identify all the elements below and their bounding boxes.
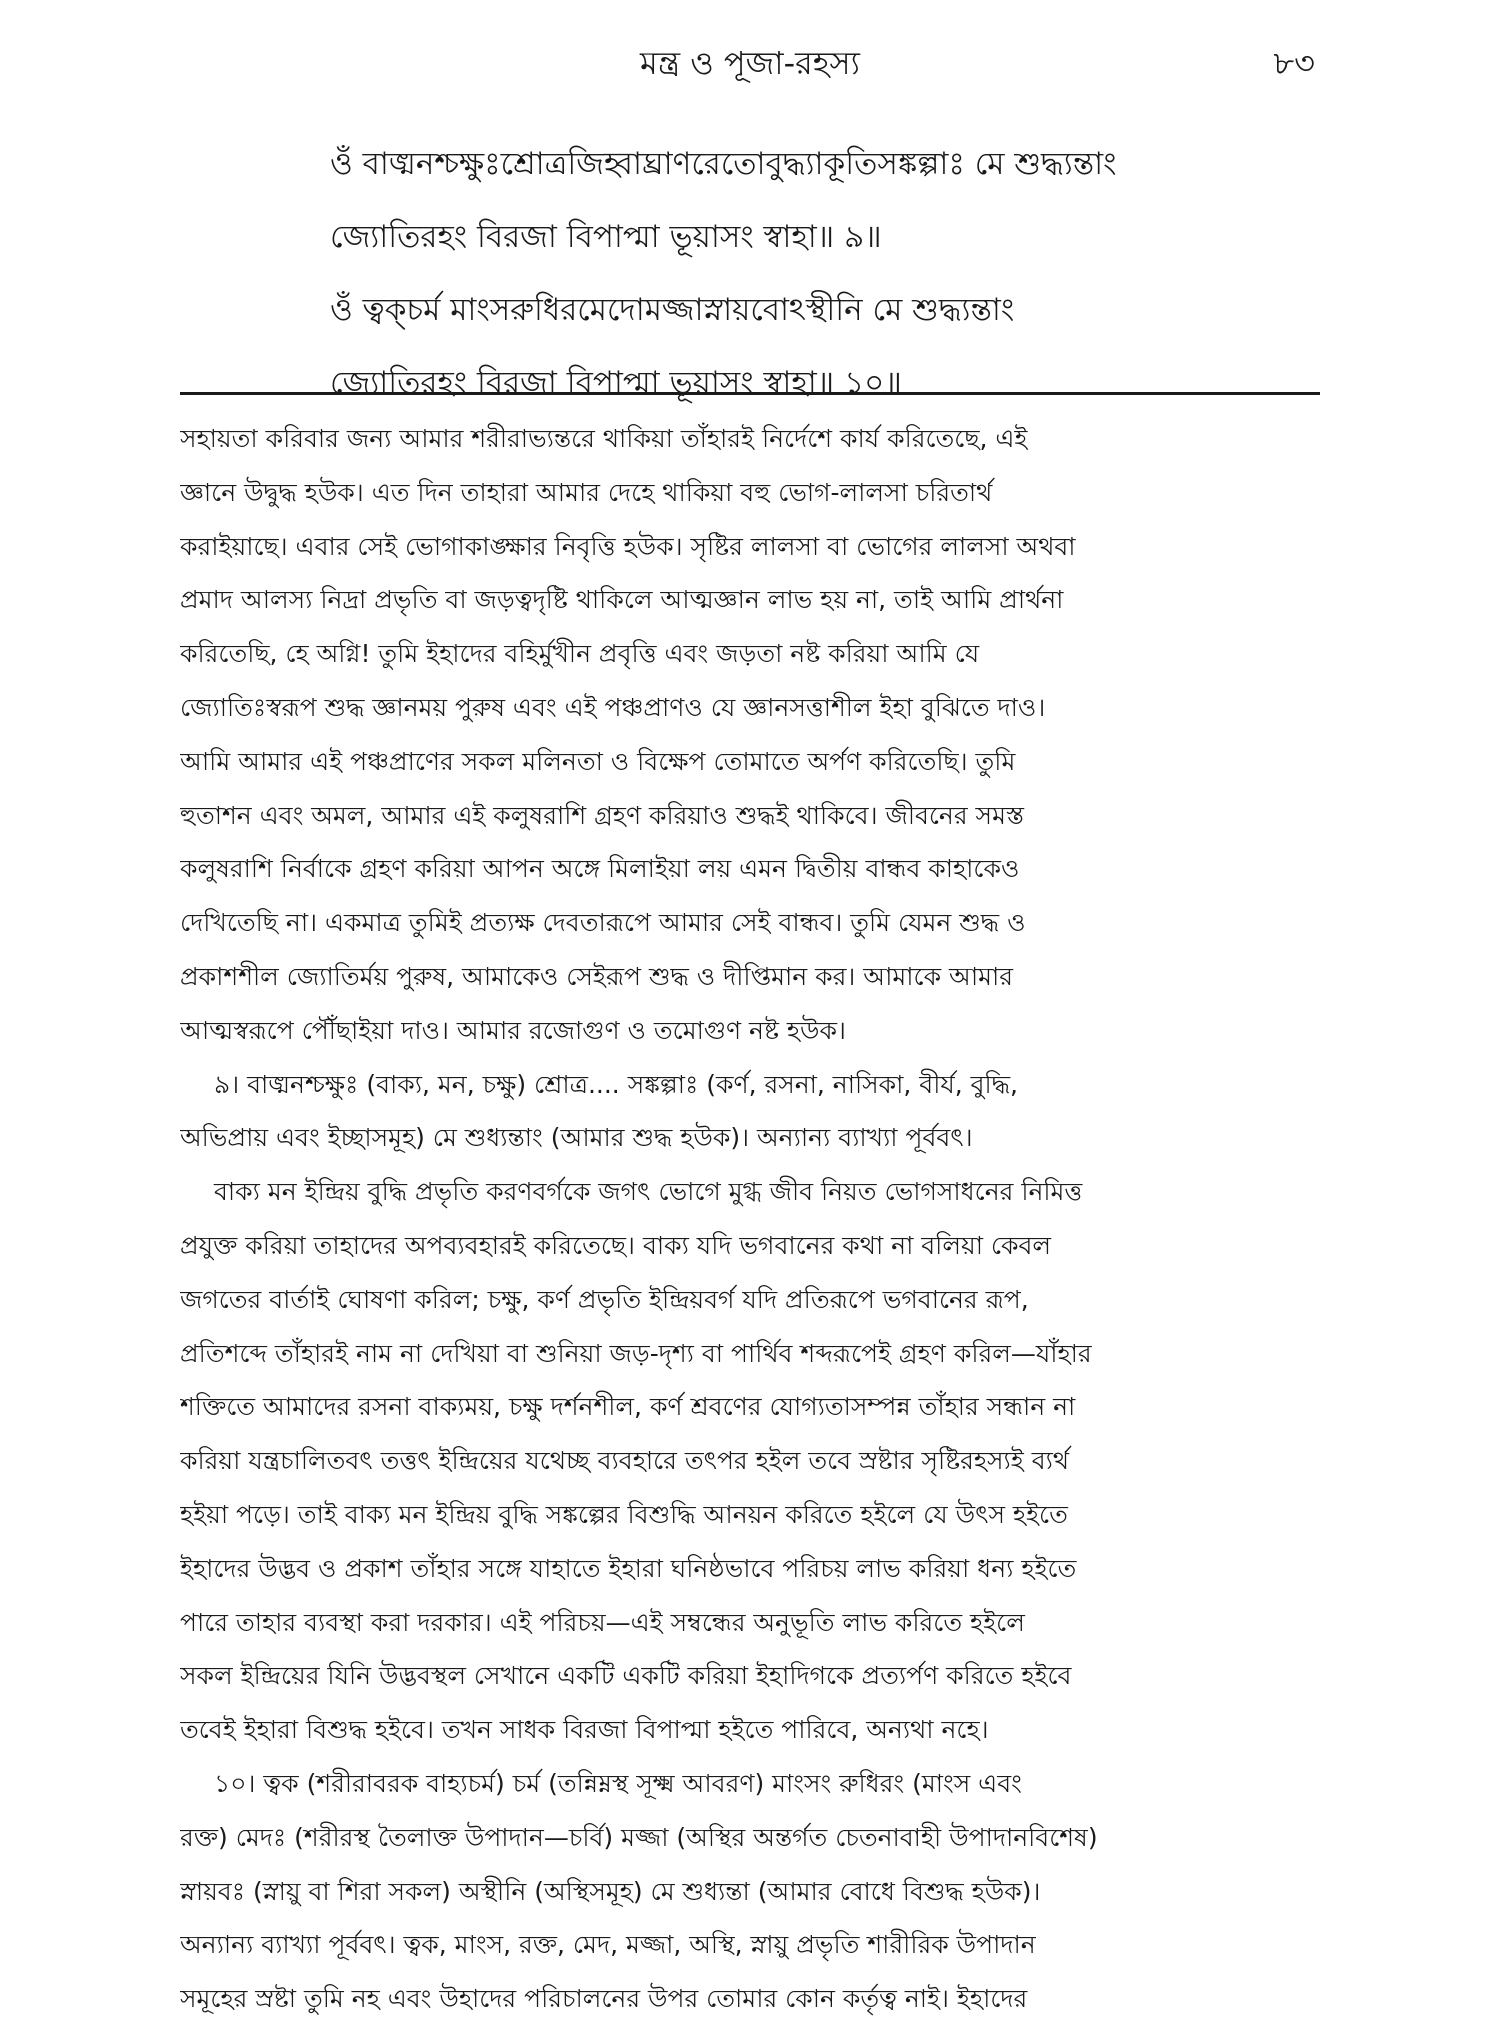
text-line: জ্ঞানে উদ্বুদ্ধ হউক। এত দিন তাহারা আমার দেহে থাকিয়া বহু ভোগ-লালসা চরিতার্থ [180,477,993,507]
text-line: প্রকাশশীল জ্যোতির্ময় পুরুষ, আমাকেও সেইরূপ শুদ্ধ ও দীপ্তিমান কর। আমাকে আমার [180,961,1014,991]
text-line: করাইয়াছে। এবার সেই ভোগাকাঙ্ক্ষার নিবৃত্তি হউক। সৃষ্টির লালসা বা ভোগের লালসা অথবা [180,531,1076,561]
text-line: সকল ইন্দ্রিয়ের যিনি উদ্ভবস্থল সেখানে একটি একটি করিয়া ইহাদিগকে প্রত্যর্পণ করিতে হইবে [180,1661,1072,1691]
text-line: জ্যোতিঃস্বরূপ শুদ্ধ জ্ঞানময় পুরুষ এবং এই পঞ্চপ্রাণও যে জ্ঞানসত্তাশীল ইহা বুঝিতে দাও। [180,692,1046,722]
mantra-line: জ্যোতিরহং বিরজা বিপাপ্মা ভূয়াসং স্বাহা॥ ১০॥ [330,365,902,401]
text-line: ইহাদের উদ্ভব ও প্রকাশ তাঁহার সঙ্গে যাহাতে ইহারা ঘনিষ্ঠভাবে পরিচয় লাভ করিয়া ধন্য হইতে [180,1553,1077,1583]
section-divider [180,392,1320,395]
text-line: করিতেছি, হে অগ্নি! তুমি ইহাদের বহির্মুখীন প্রবৃত্তি এবং জড়তা নষ্ট করিয়া আমি যে [180,639,980,669]
text-line: করিয়া যন্ত্রচালিতবৎ তত্তৎ ইন্দ্রিয়ের যথেচ্ছ ব্যবহারে তৎপর হইল তবে স্রষ্টার সৃষ্টিরহস্যই ব্যর্থ [180,1446,1070,1476]
mantra-line: জ্যোতিরহং বিরজা বিপাপ্মা ভূয়াসং স্বাহা॥ ৯॥ [330,219,882,255]
text-line: হুতাশন এবং অমল, আমার এই কলুষরাশি গ্রহণ করিয়াও শুদ্ধই থাকিবে। জীবনের সমস্ত [180,800,1024,830]
text-line: শক্তিতে আমাদের রসনা বাক্যময়, চক্ষু দর্শনশীল, কর্ণ শ্রবণের যোগ্যতাসম্পন্ন তাঁহার সন্ধান না [180,1392,1076,1422]
text-line: প্রমাদ আলস্য নিদ্রা প্রভৃতি বা জড়ত্বদৃষ্টি থাকিলে আত্মজ্ঞান লাভ হয় না, তাই আমি প্রার্থনা [180,585,1064,615]
text-line: পারে তাহার ব্যবস্থা করা দরকার। এই পরিচয়—এই সম্বন্ধের অনুভূতি লাভ করিতে হইলে [180,1607,1025,1637]
text-line: তবেই ইহারা বিশুদ্ধ হইবে। তখন সাধক বিরজা বিপাপ্মা হইতে পারিবে, অন্যথা নহে। [180,1715,989,1745]
text-line: ১০। ত্বক (শরীরাবরক বাহ্যচর্ম) চর্ম (তন্নিম্নস্থ সূক্ষ্ম আবরণ) মাংসং রুধিরং (মাংস এবং [214,1768,1022,1798]
text-line: স্নায়বঃ (স্নায়ু বা শিরা সকল) অস্থীনি (অস্থিসমূহ) মে শুধ্যন্তা (আমার বোধে বিশুদ্ধ হউক)। [180,1876,1041,1906]
text-line: কলুষরাশি নির্বাকে গ্রহণ করিয়া আপন অঙ্গে মিলাইয়া লয় এমন দ্বিতীয় বান্ধব কাহাকেও [180,854,1020,884]
text-line: সহায়তা করিবার জন্য আমার শরীরাভ্যন্তরে থাকিয়া তাঁহারই নির্দেশে কার্য করিতেছে, এই [180,424,1028,453]
page-number: ৮৩ [1273,44,1315,82]
text-line: দেখিতেছি না। একমাত্র তুমিই প্রত্যক্ষ দেবতারূপে আমার সেই বান্ধব। তুমি যেমন শুদ্ধ ও [180,908,1026,938]
mantra-line: ওঁ বাঙ্মনশ্চক্ষুঃশ্রোত্রজিহ্বাঘ্রাণরেতোবুদ্ধ্যাকূতিসঙ্কল্পাঃ মে শুদ্ধ্যন্তাং [330,146,1117,182]
text-line: রক্ত) মেদঃ (শরীরস্থ তৈলাক্ত উপাদান—চর্বি) মজ্জা (অস্থির অন্তর্গত চেতনাবাহী উপাদানবিশেষ) [180,1822,1098,1852]
mantra-line: ওঁ ত্বক্‌চর্ম মাংসরুধিরমেদোমজ্জাস্নায়বোঽস্থীনি মে শুদ্ধ্যন্তাং [330,292,1015,328]
running-title: মন্ত্র ও পূজা-রহস্য [640,44,860,82]
mantra-block [330,128,1330,420]
text-line: আত্মস্বরূপে পৌঁছাইয়া দাও। আমার রজোগুণ ও তমোগুণ নষ্ট হউক। [180,1015,846,1045]
text-line: প্রতিশব্দে তাঁহারই নাম না দেখিয়া বা শুনিয়া জড়-দৃশ্য বা পার্থিব শব্দরূপেই গ্রহণ করিল—যাঁহার [180,1338,1092,1368]
text-line: জগতের বার্তাই ঘোষণা করিল; চক্ষু, কর্ণ প্রভৃতি ইন্দ্রিয়বর্গ যদি প্রতিরূপে ভগবানের রূপ, [180,1284,1029,1314]
text-line: ৯। বাঙ্মনশ্চক্ষুঃ (বাক্য, মন, চক্ষু) শ্রোত্র.... সঙ্কল্পাঃ (কর্ণ, রসনা, নাসিকা, বীর্য, বুদ্ধি, [214,1069,1018,1099]
text-line: অভিপ্রায় এবং ইচ্ছাসমূহ) মে শুধ্যন্তাং (আমার শুদ্ধ হউক)। অন্যান্য ব্যাখ্যা পূর্ববৎ। [180,1123,973,1153]
text-line: অন্যান্য ব্যাখ্যা পূর্ববৎ। ত্বক, মাংস, রক্ত, মেদ, মজ্জা, অস্থি, স্নায়ু প্রভৃতি শারীরিক উপাদান [180,1930,1036,1960]
text-line: প্রযুক্ত করিয়া তাহাদের অপব্যবহারই করিতেছে। বাক্য যদি ভগবানের কথা না বলিয়া কেবল [180,1230,1052,1260]
commentary-text [180,412,1320,2026]
text-line: হইয়া পড়ে। তাই বাক্য মন ইন্দ্রিয় বুদ্ধি সঙ্কল্পের বিশুদ্ধি আনয়ন করিতে হইলে যে উৎস হইতে [180,1499,1068,1529]
text-line: আমি আমার এই পঞ্চপ্রাণের সকল মলিনতা ও বিক্ষেপ তোমাতে অর্পণ করিতেছি। তুমি [180,746,1016,776]
text-line: বাক্য মন ইন্দ্রিয় বুদ্ধি প্রভৃতি করণবর্গকে জগৎ ভোগে মুগ্ধ জীব নিয়ত ভোগসাধনের নিমিত্ত [214,1177,1083,1207]
text-line: সমূহের স্রষ্টা তুমি নহ এবং উহাদের পরিচালনের উপর তোমার কোন কর্তৃত্ব নাই। ইহাদের [180,1984,1028,2014]
